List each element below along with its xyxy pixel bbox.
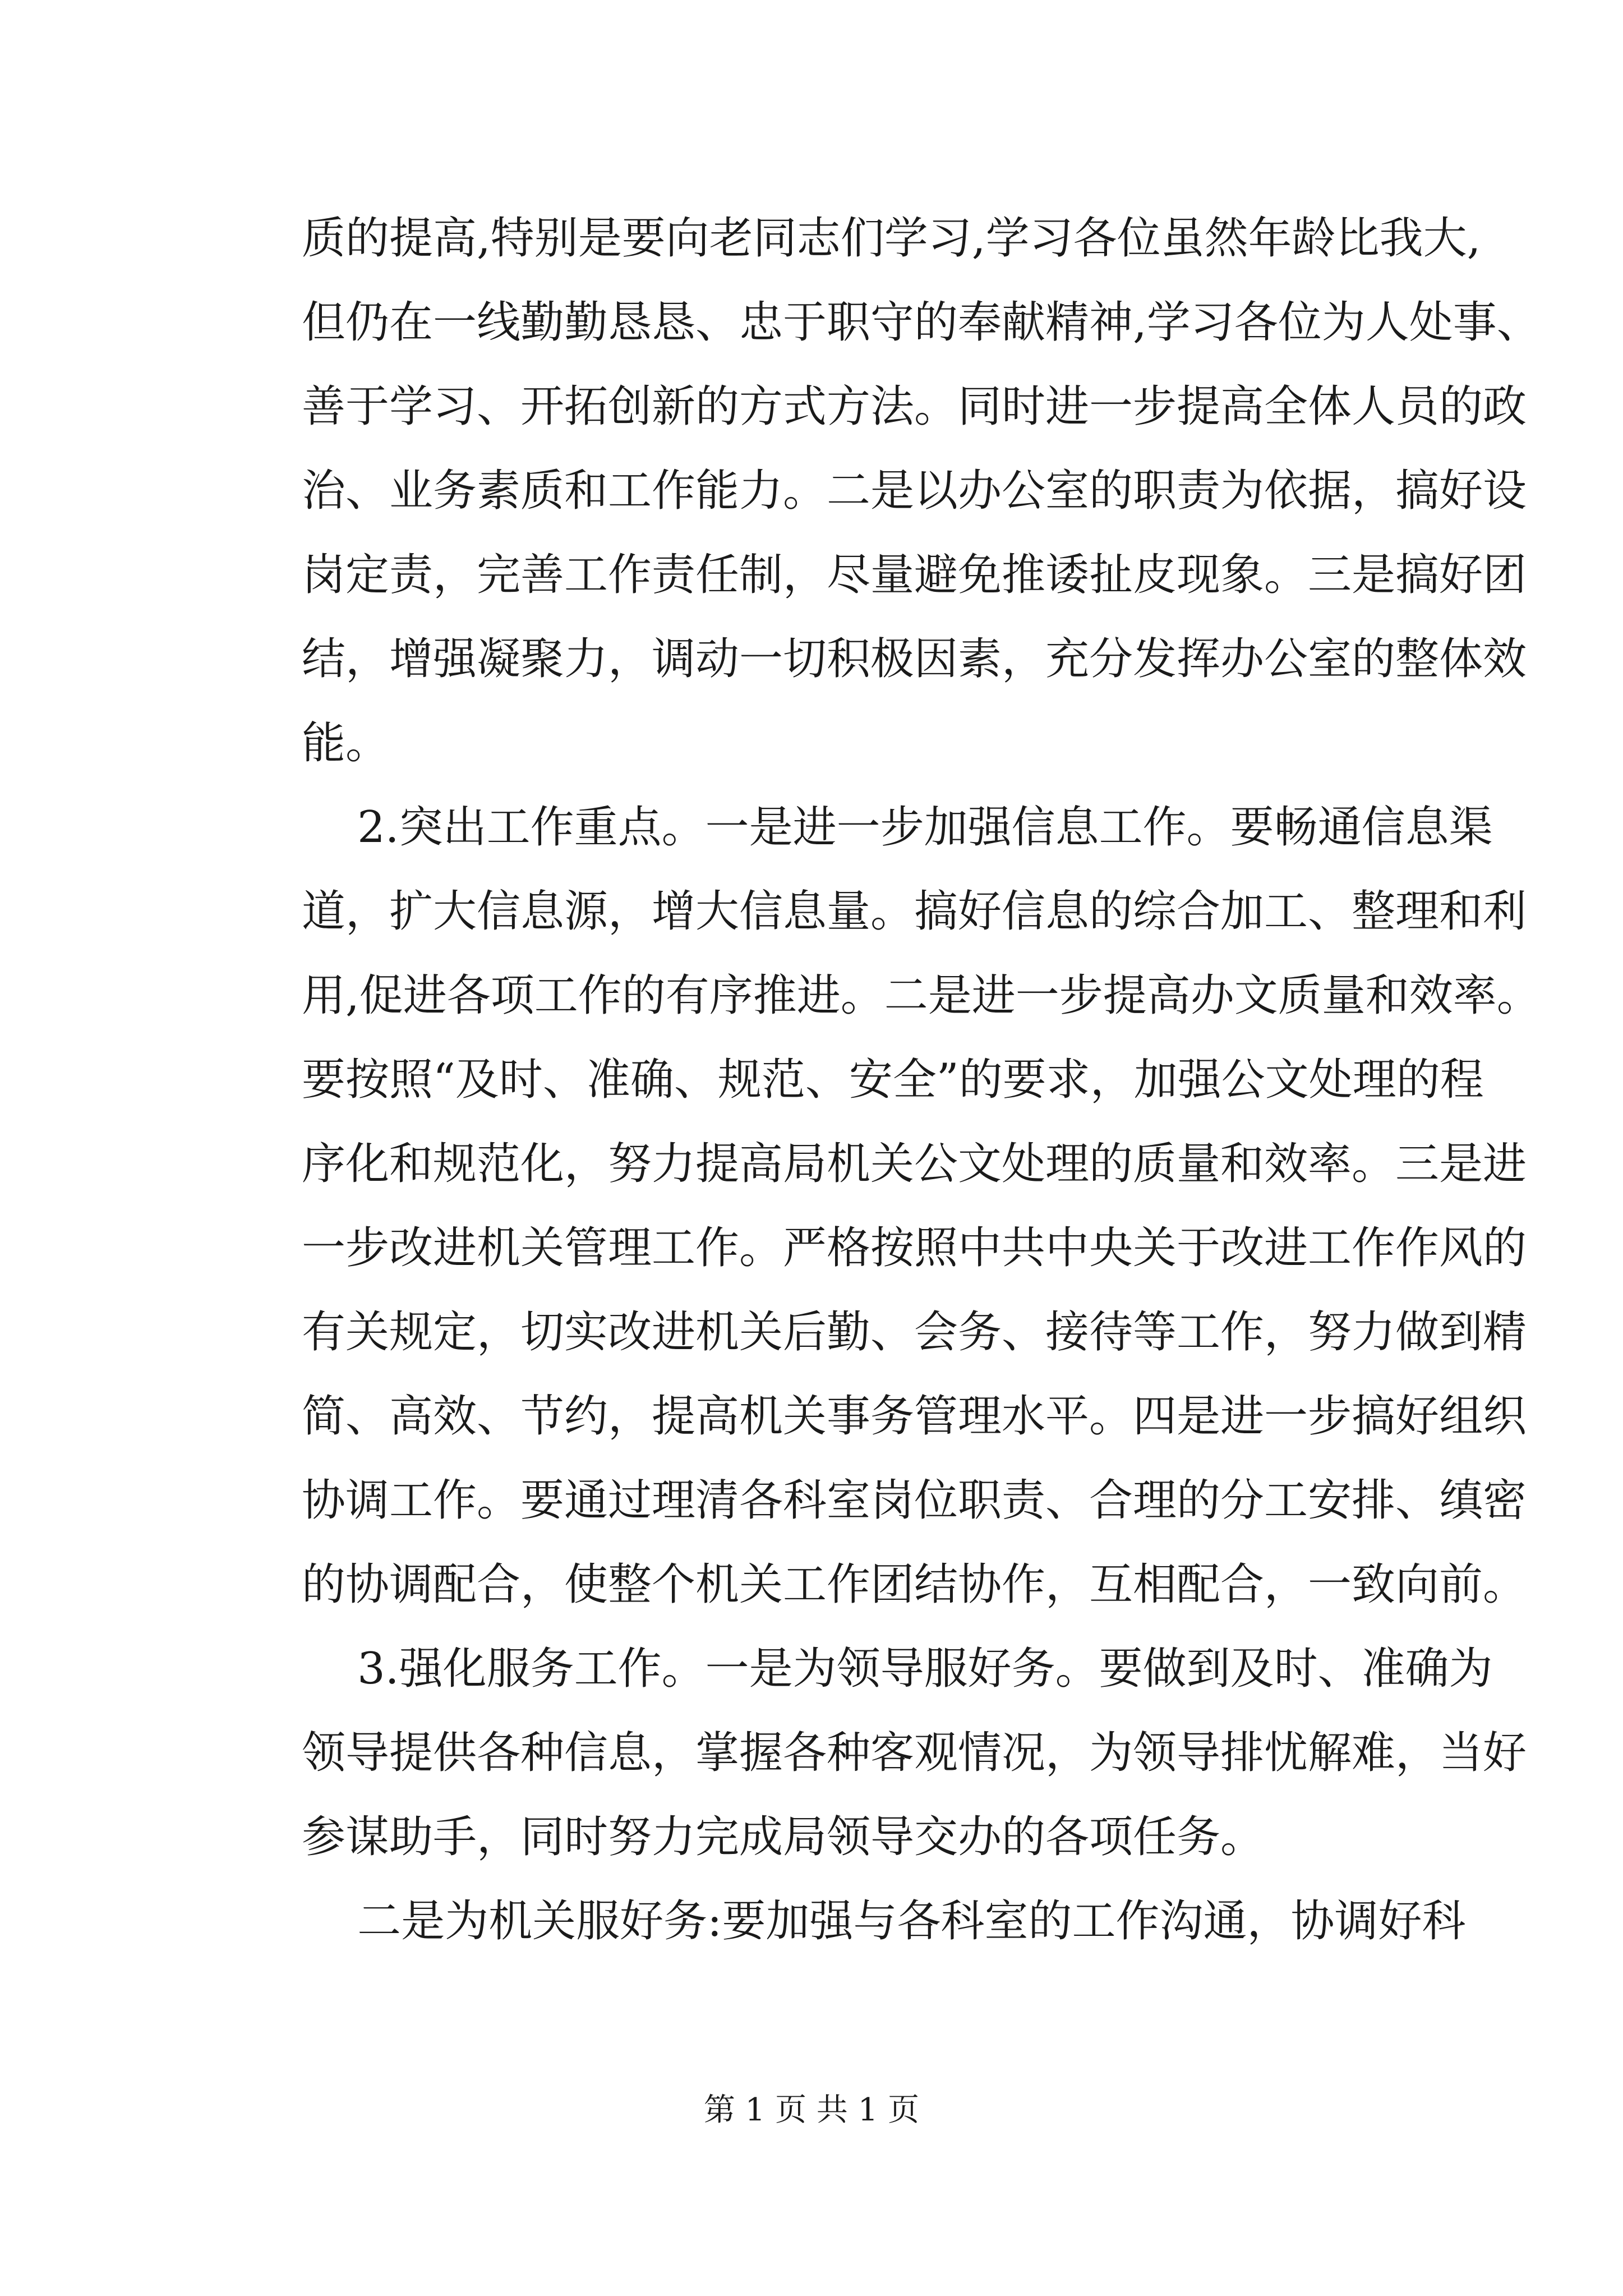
paragraph-start-line: 二是为机关服好务:要加强与各科室的工作沟通，协调好科 — [302, 1896, 1466, 1947]
text-line: 质的提高,特别是要向老同志们学习,学习各位虽然年龄比我大, — [302, 213, 1481, 264]
text-line: 要按照“及时、准确、规范、安全”的要求，加强公文处理的程 — [302, 1055, 1484, 1105]
text-line: 但仍在一线勤勤恳恳、忠于职守的奉献精神,学习各位为人处事、 — [302, 297, 1541, 348]
text-line: 结，增强凝聚力，调动一切积极因素，充分发挥办公室的整体效 — [302, 634, 1527, 684]
text-line: 的协调配合，使整个机关工作团结协作，互相配合，一致向前。 — [302, 1559, 1527, 1610]
text-line: 序化和规范化，努力提高局机关公文处理的质量和效率。三是进 — [302, 1139, 1527, 1189]
text-line: 能。 — [302, 718, 390, 769]
text-line: 岗定责，完善工作责任制，尽量避免推诿扯皮现象。三是搞好团 — [302, 550, 1527, 600]
text-line: 道，扩大信息源，增大信息量。搞好信息的综合加工、整理和利 — [302, 886, 1527, 937]
text-line: 善于学习、开拓创新的方式方法。同时进一步提高全体人员的政 — [302, 381, 1527, 432]
page-footer: 第 1 页 共 1 页 — [703, 2092, 920, 2128]
text-line: 参谋助手，同时努力完成局领导交办的各项任务。 — [302, 1812, 1265, 1862]
text-line: 治、业务素质和工作能力。二是以办公室的职责为依据，搞好设 — [302, 466, 1527, 516]
text-line: 用,促进各项工作的有序推进。二是进一步提高办文质量和效率。 — [302, 970, 1541, 1021]
text-line: 简、高效、节约，提高机关事务管理水平。四是进一步搞好组织 — [302, 1391, 1527, 1442]
text-line: 领导提供各种信息，掌握各种客观情况，为领导排忧解难，当好 — [302, 1728, 1527, 1778]
paragraph-start-line: 2.突出工作重点。一是进一步加强信息工作。要畅通信息渠 — [302, 802, 1493, 853]
text-line: 一步改进机关管理工作。严格按照中共中央关于改进工作作风的 — [302, 1223, 1527, 1273]
text-line: 有关规定，切实改进机关后勤、会务、接待等工作，努力做到精 — [302, 1307, 1527, 1358]
paragraph-start-line: 3.强化服务工作。一是为领导服好务。要做到及时、准确为 — [302, 1644, 1493, 1694]
text-line: 协调工作。要通过理清各科室岗位职责、合理的分工安排、缜密 — [302, 1475, 1527, 1526]
